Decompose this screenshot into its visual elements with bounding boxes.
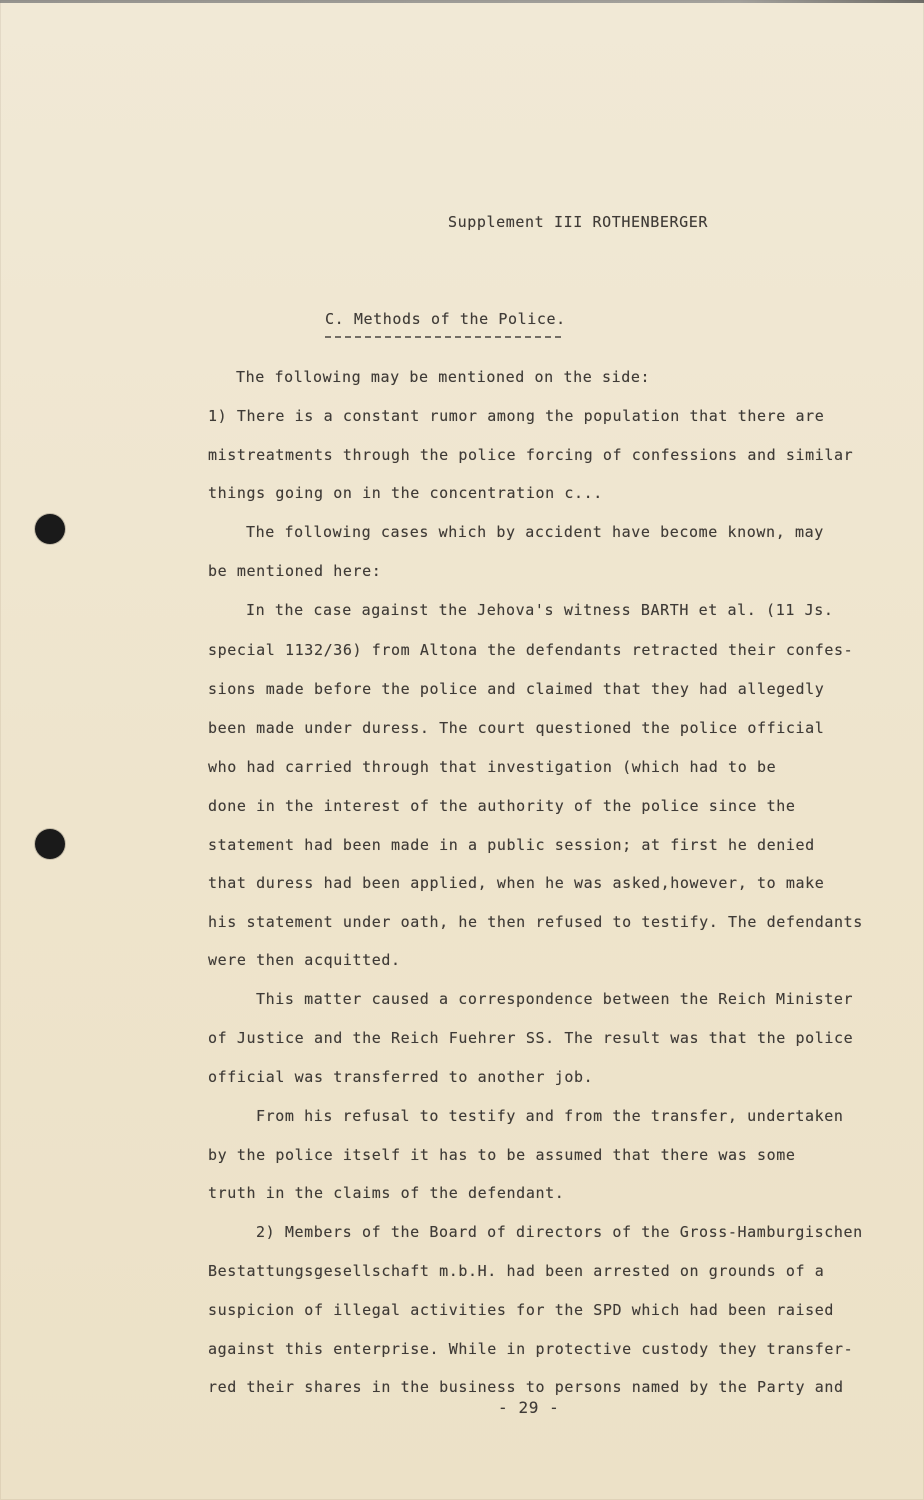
body-line: truth in the claims of the defendant.	[208, 1184, 565, 1202]
body-line: The following may be mentioned on the side:	[236, 368, 651, 386]
section-title: C. Methods of the Police.	[325, 310, 566, 328]
body-line: suspicion of illegal activities for the SPD which had been raised	[208, 1301, 834, 1319]
body-line: This matter caused a correspondence between the Reich Minister	[256, 990, 854, 1008]
body-line: done in the interest of the authority of the police since the	[208, 797, 796, 815]
body-line: his statement under oath, he then refused to testify. The defendants	[208, 913, 863, 931]
body-line: 1) There is a constant rumor among the population that there are	[208, 407, 825, 425]
body-line: sions made before the police and claimed that they had allegedly	[208, 680, 825, 698]
body-line: 2) Members of the Board of directors of the Gross-Hamburgischen	[256, 1223, 863, 1241]
body-line: by the police itself it has to be assumed that there was some	[208, 1146, 796, 1164]
page-number: - 29 -	[498, 1398, 560, 1417]
body-line: Bestattungsgesellschaft m.b.H. had been arrested on grounds of a	[208, 1262, 825, 1280]
body-line: against this enterprise. While in protective custody they transfer-	[208, 1340, 854, 1358]
section-title-underline	[325, 336, 561, 338]
body-line: statement had been made in a public session; at first he denied	[208, 836, 815, 854]
body-line: who had carried through that investigation (which had to be	[208, 758, 777, 776]
supplement-heading: Supplement III ROTHENBERGER	[448, 213, 709, 231]
body-line: that duress had been applied, when he was asked,however, to make	[208, 874, 825, 892]
body-line: special 1132/36) from Altona the defendants retracted their confes-	[208, 641, 854, 659]
body-line: The following cases which by accident have become known, may	[246, 523, 824, 541]
body-line: red their shares in the business to persons named by the Party and	[208, 1378, 844, 1396]
body-line: been made under duress. The court questioned the police official	[208, 719, 825, 737]
body-line: In the case against the Jehova's witness BARTH et al. (11 Js.	[246, 601, 834, 619]
body-line: mistreatments through the police forcing of confessions and similar	[208, 446, 854, 464]
body-line: be mentioned here:	[208, 562, 382, 580]
punch-hole	[35, 514, 65, 544]
body-line: official was transferred to another job.	[208, 1068, 594, 1086]
top-edge-shadow	[0, 0, 924, 3]
punch-hole	[35, 829, 65, 859]
body-line: were then acquitted.	[208, 951, 401, 969]
body-line: things going on in the concentration c...	[208, 484, 603, 502]
body-line: From his refusal to testify and from the transfer, undertaken	[256, 1107, 844, 1125]
body-line: of Justice and the Reich Fuehrer SS. The result was that the police	[208, 1029, 854, 1047]
